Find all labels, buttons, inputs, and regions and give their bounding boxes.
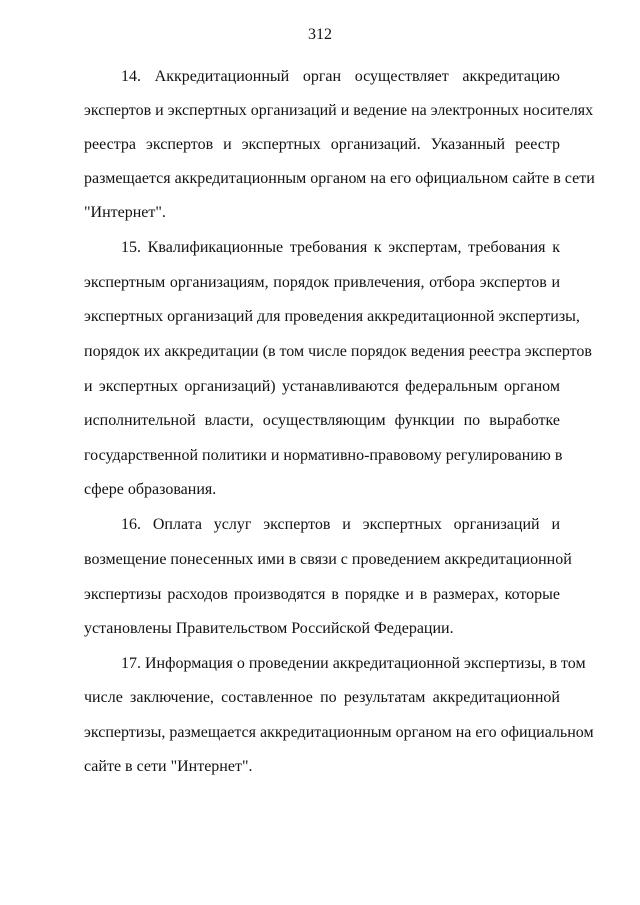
paragraph-14-line-4: размещается аккредитационным органом на его официальном сайте в сети xyxy=(84,170,595,187)
paragraph-16-line-2: возмещение понесенных ими в связи с проведением аккредитационной xyxy=(84,551,572,568)
paragraph-15-line-3: экспертных организаций для проведения аккредитационной экспертизы, xyxy=(84,308,580,325)
paragraph-15-line-2: экспертным организациям, порядок привлечения, отбора экспертов и xyxy=(84,274,560,291)
paragraph-17-line-2: числе заключение, составленное по результатам аккредитационной xyxy=(84,689,560,706)
paragraph-14-line-3: реестра экспертов и экспертных организаций. Указанный реестр xyxy=(84,136,560,153)
paragraph-14-line-1: 14. Аккредитационный орган осуществляет аккредитацию xyxy=(121,68,560,85)
paragraph-14-line-5: "Интернет". xyxy=(84,204,166,221)
paragraph-16-line-3: экспертизы расходов производятся в порядке и в размерах, которые xyxy=(84,586,560,603)
paragraph-17-line-4: сайте в сети "Интернет". xyxy=(84,758,253,775)
paragraph-15-line-8: сфере образования. xyxy=(84,481,217,498)
paragraph-15-line-4: порядок их аккредитации (в том числе порядок ведения реестра экспертов xyxy=(84,343,592,360)
page-number: 312 xyxy=(308,26,332,43)
paragraph-15-line-7: государственной политики и нормативно-правовому регулированию в xyxy=(84,447,563,464)
paragraph-16-line-4: установлены Правительством Российской Федерации. xyxy=(84,620,454,637)
paragraph-16-line-1: 16. Оплата услуг экспертов и экспертных организаций и xyxy=(121,516,560,533)
paragraph-15-line-6: исполнительной власти, осуществляющим функции по выработке xyxy=(84,412,560,429)
paragraph-15-line-1: 15. Квалификационные требования к экспертам, требования к xyxy=(121,239,560,256)
paragraph-14-line-2: экспертов и экспертных организаций и ведение на электронных носителях xyxy=(84,102,594,119)
paragraph-15-line-5: и экспертных организаций) устанавливаются федеральным органом xyxy=(84,378,560,395)
paragraph-17-line-1: 17. Информация о проведении аккредитационной экспертизы, в том xyxy=(121,655,586,672)
paragraph-17-line-3: экспертизы, размещается аккредитационным органом на его официальном xyxy=(84,724,594,741)
